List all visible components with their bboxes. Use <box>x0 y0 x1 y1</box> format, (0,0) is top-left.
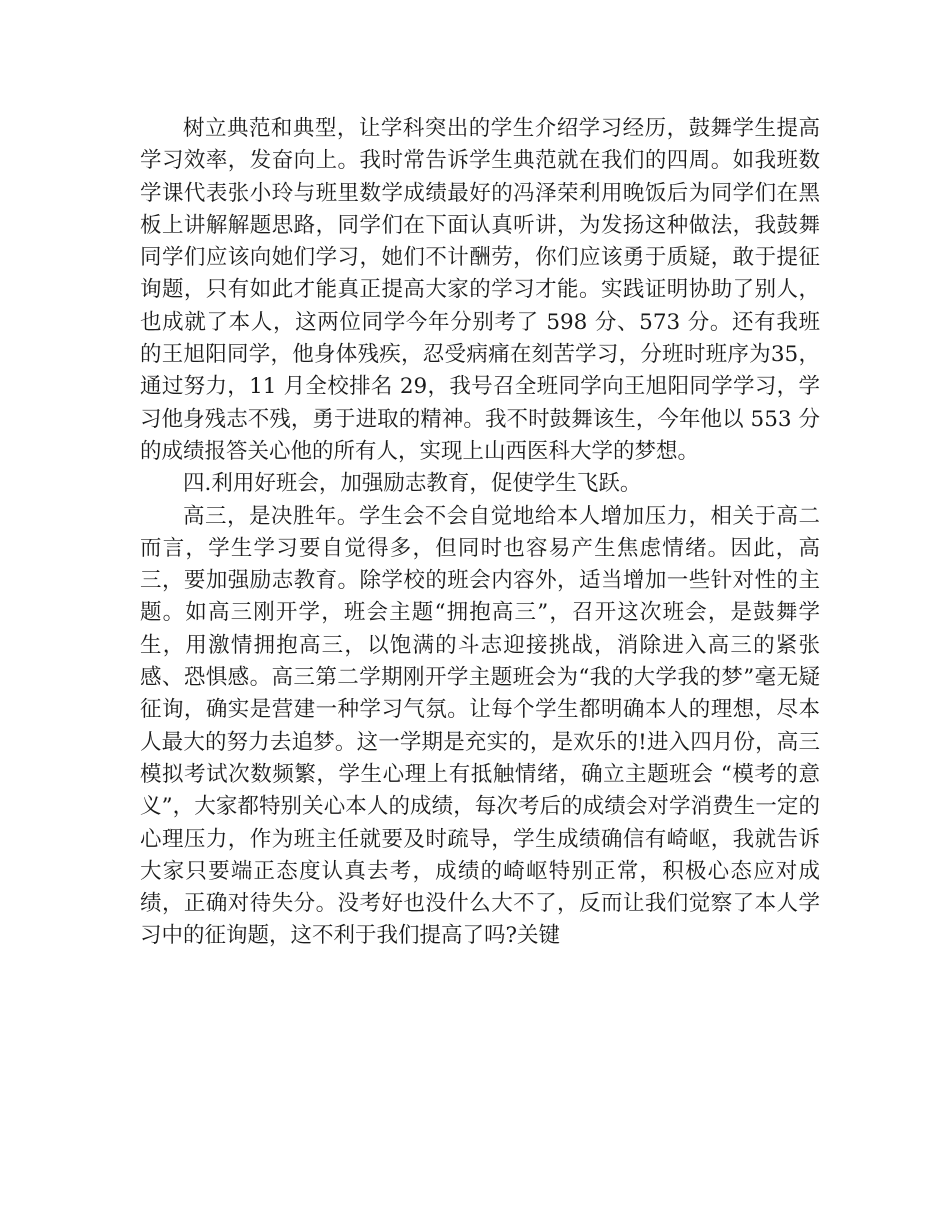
paragraph-role-models: 树立典范和典型，让学科突出的学生介绍学习经历，鼓舞学生提高学习效率，发奋向上。我时常告诉学生典范就在我们的四周。如我班数学课代表张小玲与班里数学成绩最好的冯泽荣利用晚饭后为同学们在黑板上讲解解题思路，同学们在下面认真听讲，为发扬这种做法，我鼓舞同学们应该向她们学习，她们不计酬劳，你们应该勇于质疑，敢于提征询题，只有如此才能真正提高大家的学习才能。实践证明协助了别人，也成就了本人，这两位同学今年分别考了 598 分、573 分。还有我班的王旭阳同学，他身体残疾，忍受病痛在刻苦学习，分班时班序为35，通过努力，11 月全校排名 29，我号召全班同学向王旭阳同学学习，学习他身残志不残，勇于进取的精神。我不时鼓舞该生，今年他以 553 分的成绩报答关心他的所有人，实现上山西医科大学的梦想。 <box>140 116 820 464</box>
paragraph-senior-year: 高三，是决胜年。学生会不会自觉地给本人增加压力，相关于高二而言，学生学习要自觉得多，但同时也容易产生焦虑情绪。因此，高三，要加强励志教育。除学校的班会内容外，适当增加一些针对性的主题。如高三刚开学，班会主题“拥抱高三”，召开这次班会，是鼓舞学生，用激情拥抱高三，以饱满的斗志迎接挑战，消除进入高三的紧张感、恐惧感。高三第二学期刚开学主题班会为“我的大学我的梦”毫无疑征询，确实是营建一种学习气氛。让每个学生都明确本人的理想，尽本人最大的努力去追梦。这一学期是充实的，是欢乐的!进入四月份，高三模拟考试次数频繁，学生心理上有抵触情绪，确立主题班会 “模考的意义”，大家都特别关心本人的成绩，每次考后的成绩会对学消费生一定的心理压力，作为班主任就要及时疏导，学生成绩确信有崎岖，我就告诉大家只要端正态度认真去考，成绩的崎岖特别正常，积极心态应对成绩，正确对待失分。没考好也没什么大不了，反而让我们觉察了本人学习中的征询题，这不利于我们提高了吗?关键 <box>140 503 820 949</box>
document-page <box>140 113 820 953</box>
section-heading-class-meeting: 四.利用好班会，加强励志教育，促使学生飞跃。 <box>183 471 642 497</box>
